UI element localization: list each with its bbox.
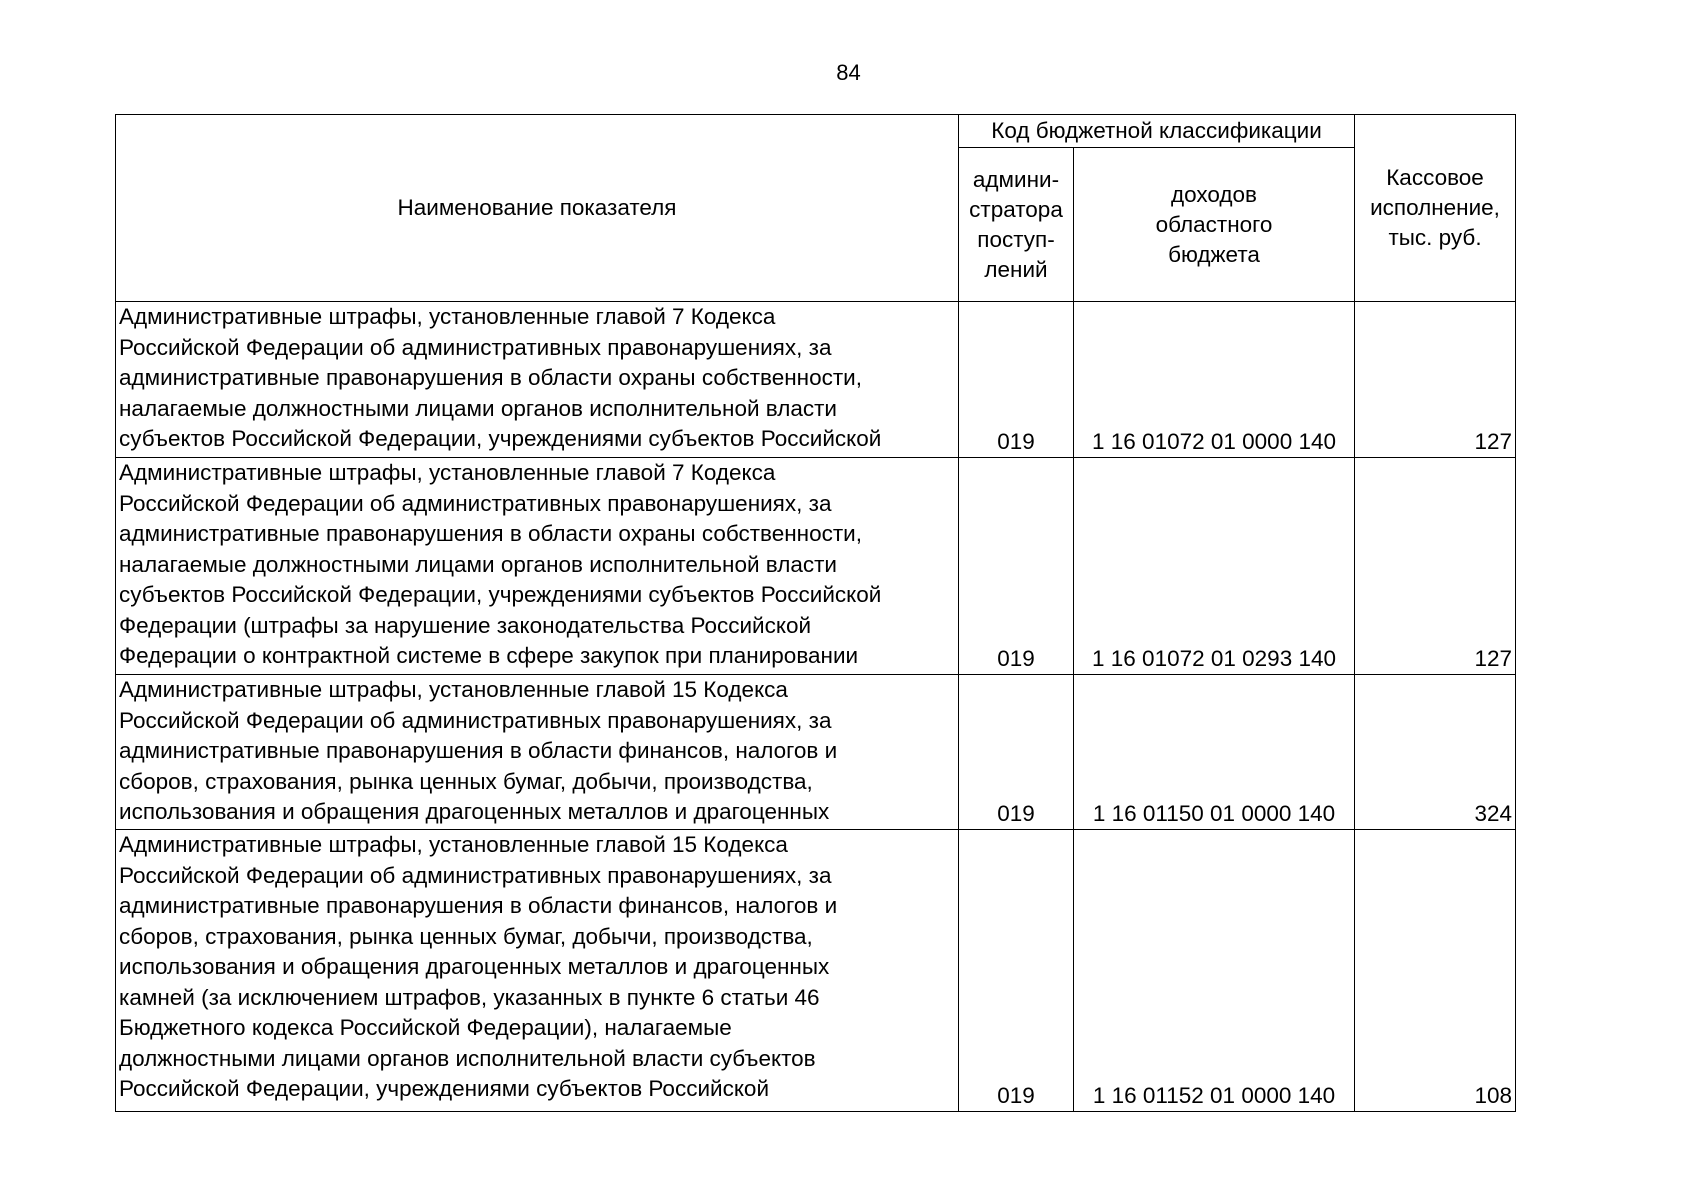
header-code-line: бюджета [1168, 241, 1260, 267]
row-cash-amount: 324 [1355, 675, 1516, 830]
row-name-line: Федерации о контрактной системе в сфере закупок при планировании [119, 643, 859, 668]
row-name-line: административные правонарушения в области охраны собственности, [119, 365, 862, 390]
row-admin-code: 019 [959, 458, 1074, 675]
row-budget-code: 1 16 01072 01 0000 140 [1074, 302, 1355, 458]
row-indicator-name [116, 458, 959, 675]
row-indicator-name [116, 830, 959, 1112]
header-sum-line: тыс. руб. [1388, 225, 1482, 250]
table-row [116, 675, 1516, 830]
header-regional-budget-revenue [1074, 148, 1355, 302]
header-classification-code: Код бюджетной классификации [959, 115, 1355, 148]
row-name-line: административные правонарушения в области финансов, налогов и [119, 893, 838, 918]
table-row [116, 830, 1516, 1112]
header-cash-execution [1355, 115, 1516, 302]
row-admin-code: 019 [959, 302, 1074, 458]
row-name-line: Российской Федерации об административных правонарушениях, за [119, 707, 832, 733]
budget-table [115, 114, 1516, 1112]
row-name-line: камней (за исключением штрафов, указанных в пункте 6 статьи 46 [119, 984, 820, 1010]
row-cash-amount: 127 [1355, 302, 1516, 458]
header-admin-line: админи- [972, 166, 1060, 192]
row-name-line: сборов, страхования, рынка ценных бумаг, добычи, производства, [119, 923, 813, 949]
row-name-line: Административные штрафы, установленные главой 7 Кодекса [119, 460, 776, 485]
header-indicator-name: Наименование показателя [116, 115, 959, 302]
header-admin-line: поступ- [977, 226, 1055, 252]
table-row [116, 302, 1516, 458]
row-name-line: административные правонарушения в области охраны собственности, [119, 521, 862, 546]
row-name-line: должностными лицами органов исполнительной власти субъектов [119, 1045, 816, 1071]
row-budget-code: 1 16 01152 01 0000 140 [1074, 830, 1355, 1112]
table-header [116, 115, 1516, 302]
row-name-line: Российской Федерации об административных правонарушениях, за [119, 334, 832, 360]
row-name-line: Административные штрафы, установленные главой 15 Кодекса [119, 677, 788, 702]
row-name-line: субъектов Российской Федерации, учреждениями субъектов Российской [119, 582, 882, 607]
row-name-line: налагаемые должностными лицами органов исполнительной власти [119, 551, 837, 577]
header-revenue-administrator [959, 148, 1074, 302]
row-name-line: сборов, страхования, рынка ценных бумаг, добычи, производства, [119, 768, 813, 794]
row-name-line: Федерации (штрафы за нарушение законодательства Российской [119, 612, 812, 638]
row-name-line: Российской Федерации об административных правонарушениях, за [119, 862, 832, 888]
row-budget-code: 1 16 01150 01 0000 140 [1074, 675, 1355, 830]
row-indicator-name [116, 675, 959, 830]
row-name-line: административные правонарушения в области финансов, налогов и [119, 738, 838, 763]
row-budget-code: 1 16 01072 01 0293 140 [1074, 458, 1355, 675]
header-sum-line: исполнение, [1370, 195, 1500, 220]
row-name-line: Российской Федерации об административных правонарушениях, за [119, 490, 832, 516]
row-admin-code: 019 [959, 830, 1074, 1112]
row-cash-amount: 127 [1355, 458, 1516, 675]
row-name-line: налагаемые должностными лицами органов исполнительной власти [119, 395, 837, 421]
header-admin-line: стратора [969, 196, 1063, 222]
row-name-line: использования и обращения драгоценных металлов и драгоценных [119, 954, 830, 979]
row-name-line: Административные штрафы, установленные главой 7 Кодекса [119, 304, 776, 329]
row-name-line: субъектов Российской Федерации, учреждениями субъектов Российской [119, 426, 882, 451]
header-code-line: доходов [1171, 181, 1258, 207]
page-number: 84 [836, 60, 861, 85]
header-admin-line: лений [984, 256, 1048, 282]
row-indicator-name [116, 302, 959, 458]
row-name-line: Бюджетного кодекса Российской Федерации), налагаемые [119, 1015, 732, 1040]
row-name-line: Российской Федерации, учреждениями субъектов Российской [119, 1076, 770, 1101]
table-row [116, 458, 1516, 675]
header-sum-line: Кассовое [1386, 165, 1484, 190]
row-cash-amount: 108 [1355, 830, 1516, 1112]
row-name-line: Административные штрафы, установленные главой 15 Кодекса [119, 832, 788, 857]
row-admin-code: 019 [959, 675, 1074, 830]
row-name-line: использования и обращения драгоценных металлов и драгоценных [119, 799, 830, 824]
header-code-line: областного [1155, 211, 1273, 237]
